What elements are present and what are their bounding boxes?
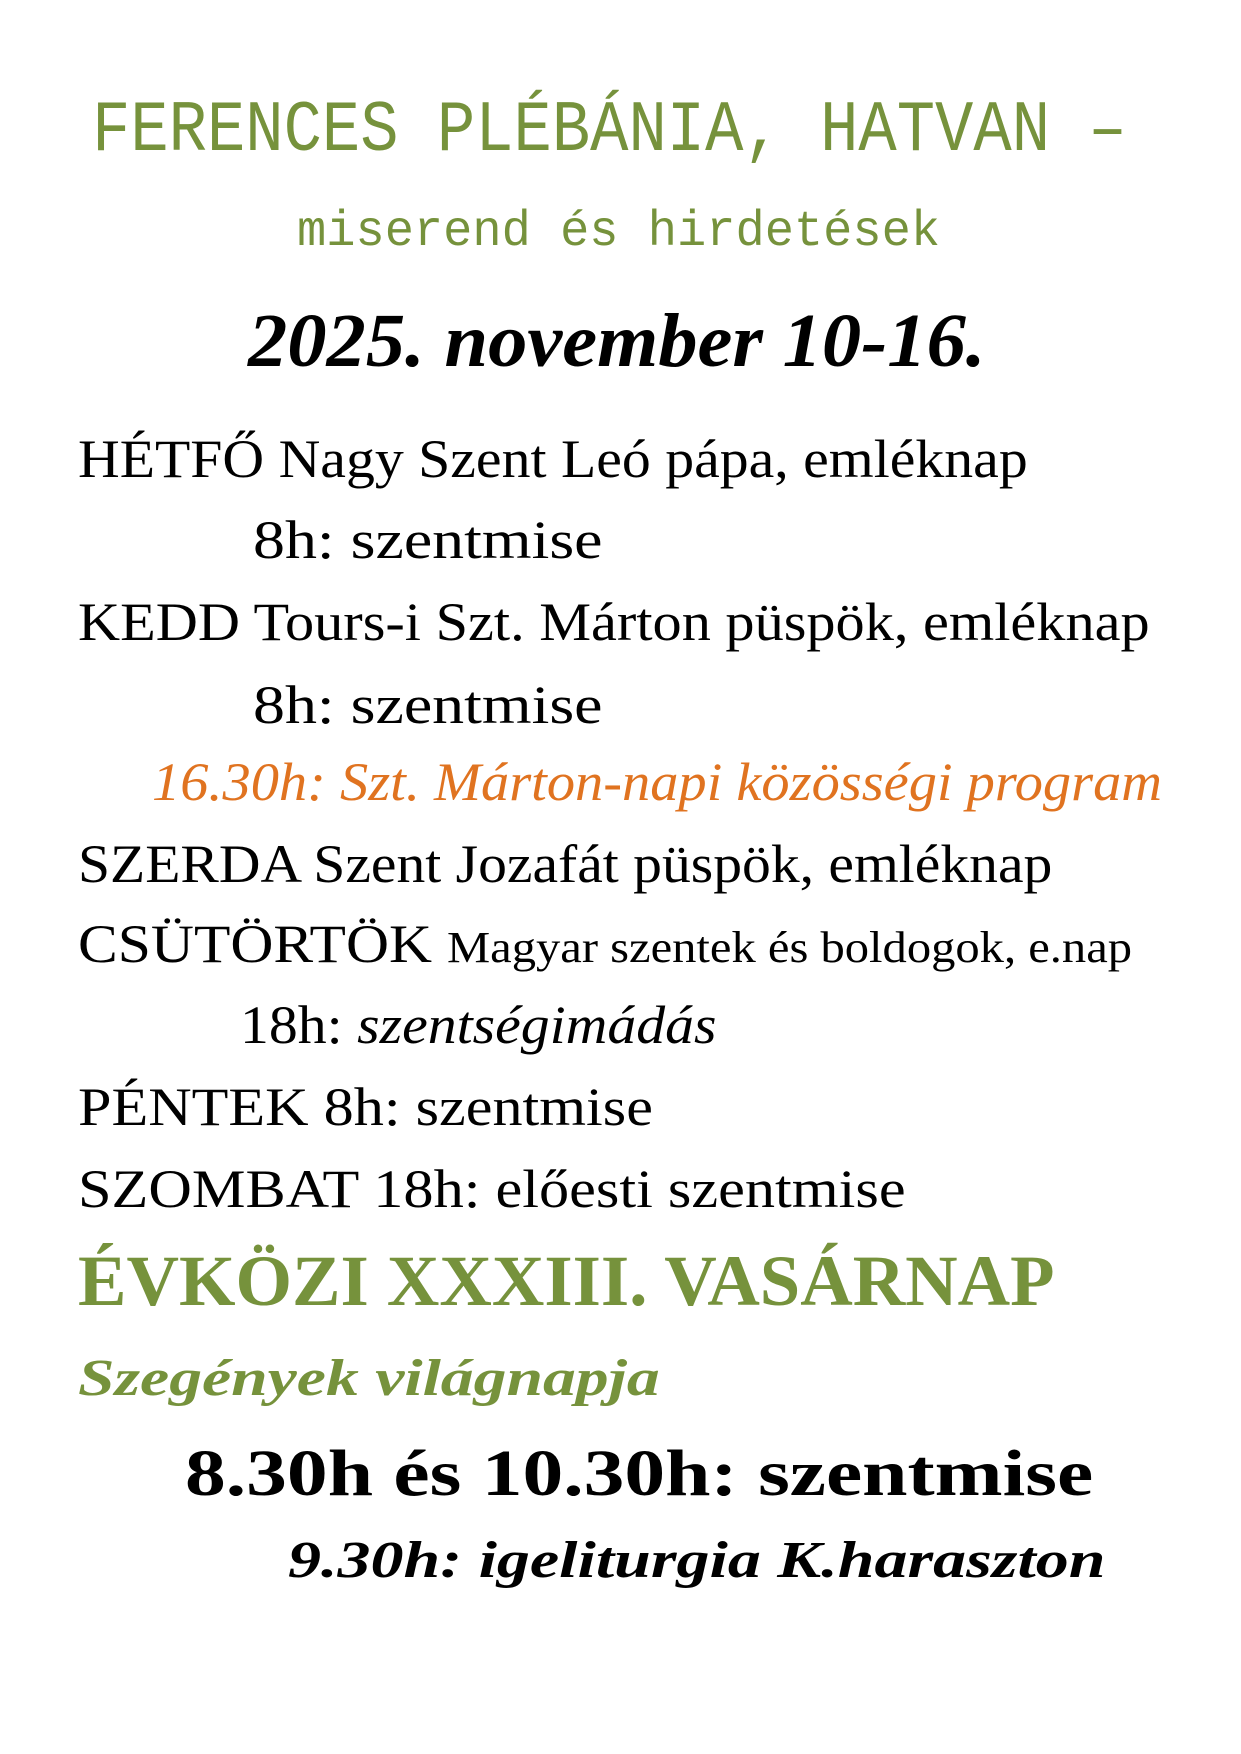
date-range-heading: 2025. november 10-16. [248,299,986,383]
feast-monday: Nagy Szent Leó pápa, emléknap [278,429,1028,489]
day-label-wednesday: SZERDA [78,834,299,894]
saturday-event: 18h: előesti szentmise [373,1159,906,1219]
day-label-thursday: CSÜTÖRTÖK [78,914,433,974]
page-title: FERENCES PLÉBÁNIA, HATVAN – [92,90,1127,172]
thursday-event-time: 18h: [240,995,343,1055]
monday-row [78,429,1028,489]
sunday-title: ÉVKÖZI XXXIII. VASÁRNAP [78,1241,1055,1321]
day-label-friday: PÉNTEK [78,1077,309,1137]
tuesday-row [78,592,1150,652]
page-subtitle: miserend és hirdetések [297,204,941,261]
monday-event-mass: 8h: szentmise [253,510,603,570]
sunday-masses: 8.30h és 10.30h: szentmise [185,1437,1094,1510]
sunday-liturgy: 9.30h: igeliturgia K.haraszton [288,1532,1106,1589]
sunday-subtitle: Szegények világnapja [78,1350,660,1407]
day-label-saturday: SZOMBAT [78,1159,359,1219]
tuesday-event-community-program: 16.30h: Szt. Márton-napi közösségi program [152,752,1163,812]
friday-row [78,1077,653,1137]
feast-tuesday: Tours-i Szt. Márton püspök, emléknap [253,592,1150,652]
saturday-row [78,1159,906,1219]
feast-wednesday: Szent Jozafát püspök, emléknap [313,834,1053,894]
tuesday-event-mass: 8h: szentmise [253,675,603,735]
day-label-monday: HÉTFŐ [78,429,265,489]
thursday-row [78,914,1133,974]
friday-event: 8h: szentmise [323,1077,653,1137]
wednesday-row [78,834,1053,894]
thursday-event-text: szentségimádás [357,995,717,1055]
thursday-event-adoration [240,995,717,1055]
feast-thursday: Magyar szentek és boldogok, e.nap [446,923,1133,972]
day-label-tuesday: KEDD [78,592,240,652]
